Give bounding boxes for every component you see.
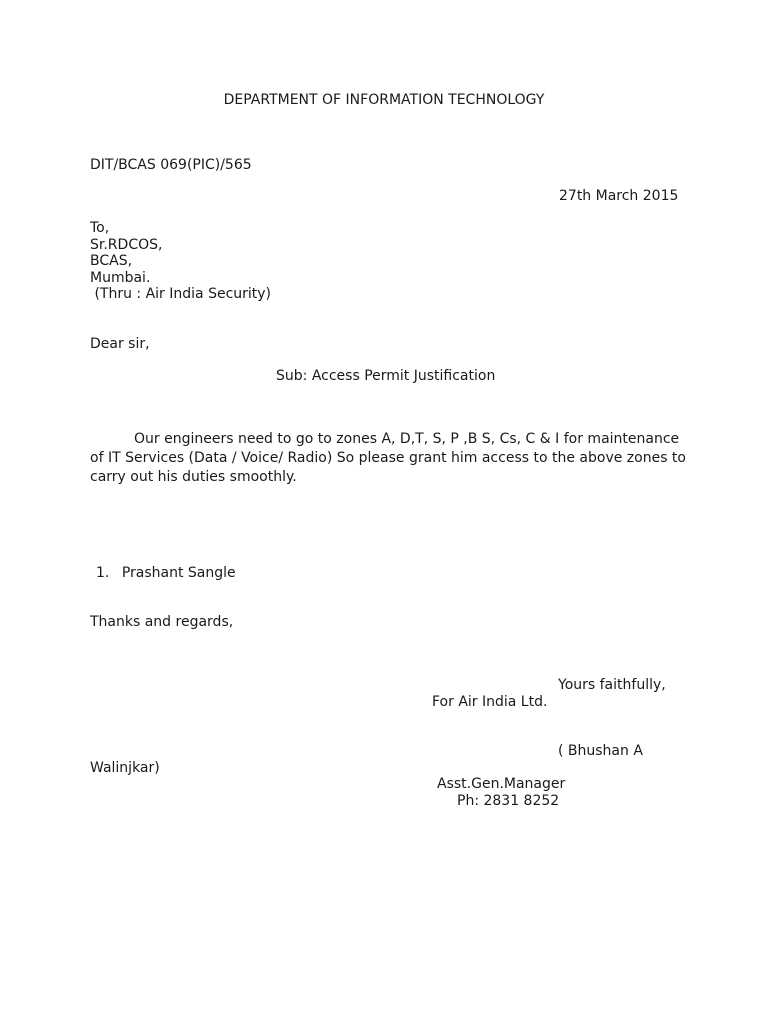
reference-number: DIT/BCAS 069(PIC)/565 bbox=[90, 157, 252, 173]
letter-date: 27th March 2015 bbox=[559, 188, 679, 204]
list-item bbox=[96, 565, 236, 582]
signatory-name-part2: Walinjkar) bbox=[90, 760, 160, 776]
closing: Thanks and regards, bbox=[90, 614, 234, 630]
recipient-line: BCAS, bbox=[90, 253, 133, 269]
company-name: For Air India Ltd. bbox=[432, 694, 548, 710]
recipient-line: Mumbai. bbox=[90, 269, 151, 286]
signatory-name-part1: ( Bhushan A bbox=[558, 743, 643, 759]
subject-line: Sub: Access Permit Justification bbox=[276, 368, 496, 384]
list-name: Prashant Sangle bbox=[121, 565, 236, 581]
department-heading: DEPARTMENT OF INFORMATION TECHNOLOGY bbox=[223, 92, 545, 108]
list-number: 1. bbox=[96, 565, 110, 581]
recipient-address bbox=[90, 220, 271, 303]
designation: Asst.Gen.Manager bbox=[437, 776, 566, 792]
valediction: Yours faithfully, bbox=[558, 677, 666, 693]
recipient-line: (Thru : Air India Security) bbox=[90, 286, 272, 302]
recipient-line: Sr.RDCOS, bbox=[90, 236, 163, 253]
salutation: Dear sir, bbox=[90, 336, 150, 352]
phone-number: Ph: 2831 8252 bbox=[457, 793, 560, 809]
recipient-line: To, bbox=[90, 220, 110, 236]
body-paragraph: Our engineers need to go to zones A, D,T, S, P ,B S, Cs, C & I for maintenance of IT Services (Data / Voice/ Radio) So please grant him access to the above zones to carry out his duties smoothly. bbox=[90, 431, 686, 485]
